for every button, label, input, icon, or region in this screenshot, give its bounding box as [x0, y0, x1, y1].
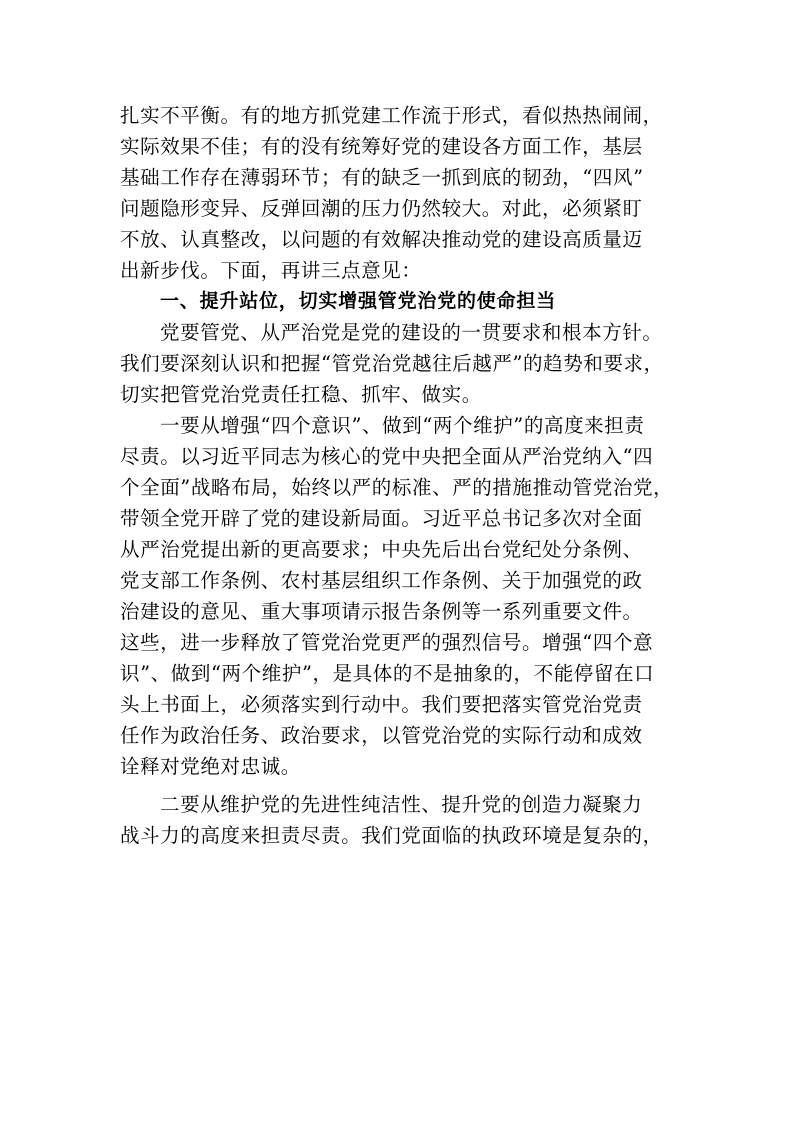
section-heading: 一、提升站位，切实增强管党治党的使命担当	[160, 290, 557, 312]
text-line: 基础工作存在薄弱环节；有的缺乏一抓到底的韧劲，“四风”	[120, 166, 644, 189]
text-line: 诠释对党绝对忠诚。	[120, 755, 301, 778]
intro-paragraph	[120, 100, 680, 286]
paragraph-1	[120, 317, 680, 410]
text-line: 切实把管党治党责任扛稳、抓牢、做实。	[120, 383, 482, 406]
text-line: 我们要深刻认识和把握“管党治党越往后越严”的趋势和要求，	[120, 352, 664, 375]
text-line: 识”、做到“两个维护”，是具体的不是抽象的，不能停留在口	[120, 662, 655, 685]
text-line: 问题隐形变异、反弹回潮的压力仍然较大。对此，必须紧盯	[120, 197, 643, 220]
text-line: 任作为政治任务、政治要求，以管党治党的实际行动和成效	[120, 724, 643, 747]
text-line: 一要从增强“四个意识”、做到“两个维护”的高度来担责	[160, 414, 645, 437]
text-line: 扎实不平衡。有的地方抓党建工作流于形式，看似热热闹闹，	[120, 104, 663, 127]
document-page	[120, 100, 680, 851]
text-line: 党要管党、从严治党是党的建设的一贯要求和根本方针。	[160, 321, 663, 344]
paragraph-2	[120, 410, 680, 782]
text-line: 二要从维护党的先进性纯洁性、提升党的创造力凝聚力	[160, 793, 643, 816]
text-line: 不放、认真整改，以问题的有效解决推动党的建设高质量迈	[120, 228, 643, 251]
text-line: 党支部工作条例、农村基层组织工作条例、关于加强党的政	[120, 569, 643, 592]
text-line: 头上书面上，必须落实到行动中。我们要把落实管党治党责	[120, 693, 643, 716]
text-line: 个全面”战略布局，始终以严的标准、严的措施推动管党治党，	[120, 476, 674, 499]
text-line: 战斗力的高度来担责尽责。我们党面临的执政环境是复杂的，	[120, 824, 663, 847]
text-line: 这些，进一步释放了管党治党更严的强烈信号。增强“四个意	[120, 631, 654, 654]
text-line: 尽责。以习近平同志为核心的党中央把全面从严治党纳入“四	[120, 445, 654, 468]
text-line: 从严治党提出新的更高要求；中央先后出台党纪处分条例、	[120, 538, 643, 561]
text-line: 出新步伐。下面，再讲三点意见：	[120, 259, 422, 282]
text-line: 治建设的意见、重大事项请示报告条例等一系列重要文件。	[120, 600, 643, 623]
paragraph-3	[120, 789, 680, 851]
text-line: 实际效果不佳；有的没有统筹好党的建设各方面工作，基层	[120, 135, 643, 158]
text-line: 带领全党开辟了党的建设新局面。习近平总书记多次对全面	[120, 507, 643, 530]
